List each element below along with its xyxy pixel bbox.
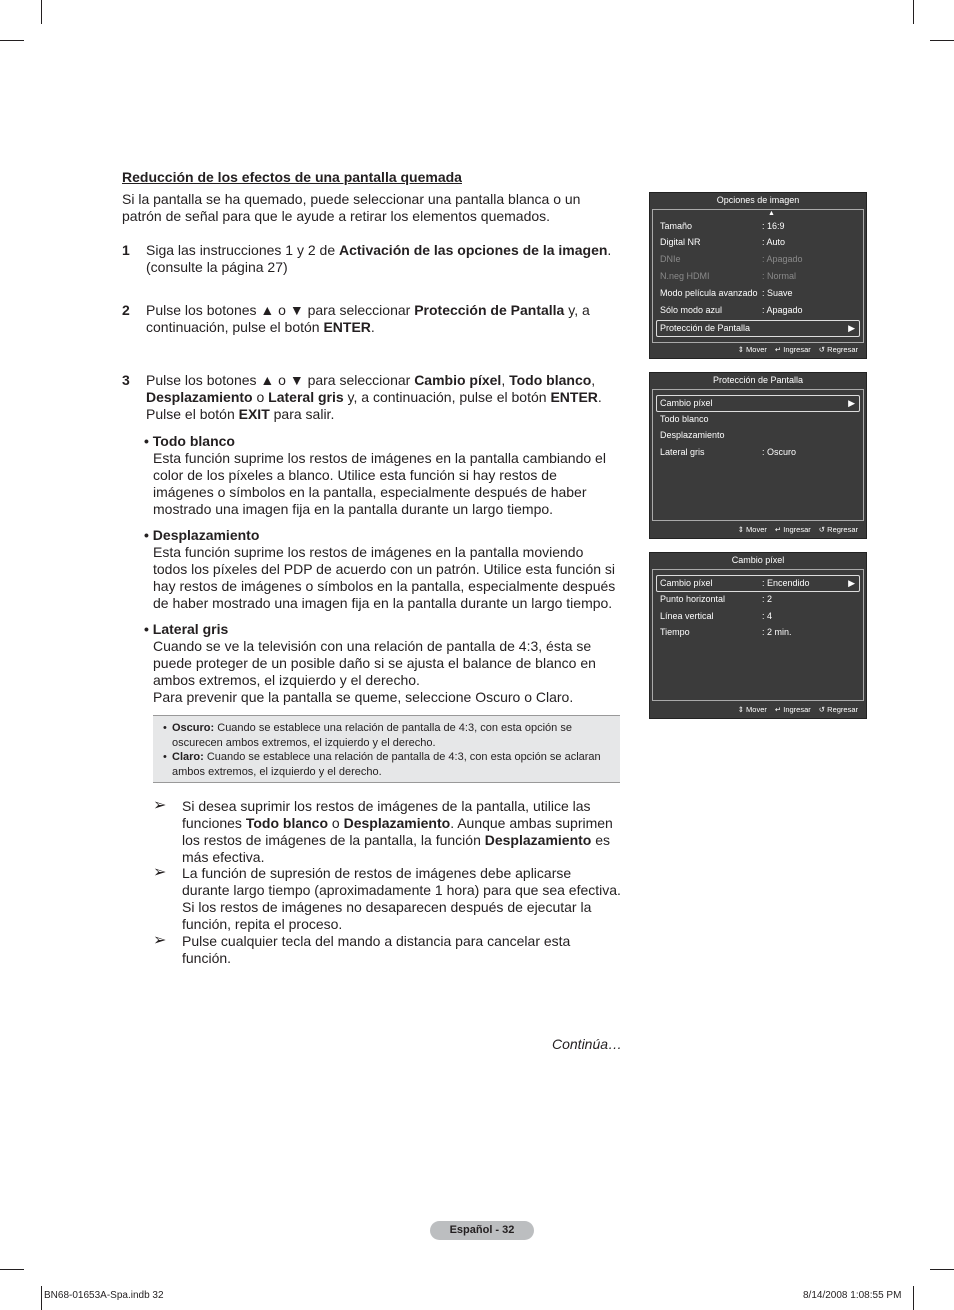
- step-3-text: Pulse los botones ▲ o ▼ para seleccionar Cambio píxel, Todo blanco, Desplazamiento o Lateral gris y, a continuación, pulse el botón ENTER. Pulse el botón EXIT para salir.: [146, 372, 602, 422]
- bullet-heading: • Todo blanco: [144, 433, 235, 449]
- enter-hint: ↵ Ingresar: [774, 525, 811, 534]
- osd-panel: [652, 209, 864, 343]
- crop-mark: [0, 40, 24, 41]
- osd-row-dnie: DNIe : Apagado: [660, 254, 803, 264]
- crop-mark: [41, 0, 42, 24]
- continued-label: Continúa…: [552, 1036, 623, 1052]
- bullet-heading: • Desplazamiento: [144, 527, 260, 543]
- note-text: Oscuro: Cuando se establece una relación de pantalla de 4:3, con esta opción se oscurecen ambos extremos, el izquierdo y el derecho.: [172, 722, 572, 749]
- tip-text: Si desea suprimir los restos de imágenes de la pantalla, utilice las funciones Todo blanco o Desplazamiento. Aunque ambas suprimen los restos de imágenes de la pantalla, la función Desplazamiento es más efectiva.: [182, 798, 613, 865]
- right-arrow-icon: ▶: [848, 578, 855, 588]
- return-hint: ↺ Regresar: [818, 525, 858, 534]
- bullet-body: Cuando se ve la televisión con una relación de pantalla de 4:3, ésta se puede proteger de un posible daño si se ajusta el balance de blanco en ambos extremos, el izquierdo y el derecho.: [153, 638, 596, 688]
- return-hint: ↺ Regresar: [818, 345, 858, 354]
- crop-mark: [913, 0, 914, 24]
- note-box: [153, 715, 620, 783]
- bullet-body: Esta función suprime los restos de imágenes en la pantalla moviendo todos los píxeles del PDP de acuerdo con un patrón. Utilice esta función si hay restos de imágenes o símbolos en la pantalla, especialmente después de haber mostrado una imagen fija en la pantalla durante un largo tiempo.: [153, 544, 616, 611]
- bullet-body: Esta función suprime los restos de imágenes en la pantalla cambiando el color de los píxeles a blanco. Utilice esta función si hay restos de imágenes o símbolos en la pantalla, especialmente después de haber mostrado una imagen fija en la pantalla durante un largo tiempo.: [153, 450, 606, 517]
- tip-text: La función de supresión de restos de imágenes debe aplicarse durante largo tiempo (aproximadamente 1 hora) para que sea efectiva. Si los restos de imágenes no desaparecen después de ejecutar la función, repita el proceso.: [182, 865, 621, 932]
- note-text: Claro: Cuando se establece una relación de pantalla de 4:3, con esta opción se aclaran ambos extremos, el izquierdo y el derecho.: [172, 751, 601, 778]
- osd-row-vertical-line[interactable]: Línea vertical : 4: [660, 611, 773, 621]
- osd-footer: [730, 344, 858, 356]
- right-arrow-icon: ▶: [848, 323, 855, 333]
- up-arrow-icon: ▲: [768, 210, 775, 217]
- osd-row-screen-protection[interactable]: Protección de Pantalla ▶: [656, 320, 860, 337]
- arrow-icon: ➢: [153, 932, 167, 949]
- crop-mark: [930, 1269, 954, 1270]
- osd-panel: [652, 569, 864, 701]
- osd-title: Opciones de imagen: [716, 195, 800, 205]
- step-number: 2: [122, 302, 130, 318]
- crop-mark: [913, 1286, 914, 1310]
- osd-row-pixel-shift[interactable]: Cambio píxel : Encendido ▶: [656, 575, 860, 592]
- osd-row-all-white[interactable]: Todo blanco: [660, 414, 709, 424]
- osd-screen-protection: [649, 372, 867, 539]
- step-2-text: Pulse los botones ▲ o ▼ para seleccionar Protección de Pantalla y, a continuación, pulse el botón ENTER.: [146, 302, 590, 335]
- print-footer-date: 8/14/2008 1:08:55 PM: [803, 1290, 902, 1301]
- osd-row-hdmi-black: N.neg HDMI : Normal: [660, 271, 797, 281]
- osd-footer: [730, 524, 858, 536]
- move-hint: ⇕ Mover: [737, 345, 767, 354]
- tip-text: Pulse cualquier tecla del mando a distancia para cancelar esta función.: [182, 933, 571, 966]
- osd-row-size[interactable]: Tamaño : 16:9: [660, 221, 785, 231]
- enter-hint: ↵ Ingresar: [774, 345, 811, 354]
- enter-hint: ↵ Ingresar: [774, 705, 811, 714]
- step-1-text: Siga las instrucciones 1 y 2 de Activación de las opciones de la imagen. (consulte la página 27): [146, 242, 612, 275]
- right-arrow-icon: ▶: [848, 398, 855, 408]
- step-number: 3: [122, 372, 130, 388]
- osd-row-digital-nr[interactable]: Digital NR : Auto: [660, 237, 786, 247]
- step-number: 1: [122, 242, 130, 258]
- crop-mark: [0, 1269, 24, 1270]
- osd-row-pixel-shift[interactable]: Cambio píxel ▶: [656, 395, 860, 412]
- page-number-badge: Español - 32: [430, 1221, 534, 1240]
- osd-row-film-mode[interactable]: Modo película avanzado : Suave: [660, 288, 793, 298]
- osd-row-scrolling[interactable]: Desplazamiento: [660, 430, 725, 440]
- note-bullet: •: [163, 722, 167, 734]
- osd-row-time[interactable]: Tiempo : 2 min.: [660, 627, 792, 637]
- note-bullet: •: [163, 751, 167, 763]
- move-hint: ⇕ Mover: [737, 705, 767, 714]
- bullet-heading: • Lateral gris: [144, 621, 229, 637]
- section-title: Reducción de los efectos de una pantalla quemada: [122, 169, 462, 185]
- arrow-icon: ➢: [153, 864, 167, 881]
- return-hint: ↺ Regresar: [818, 705, 858, 714]
- osd-row-horizontal-dot[interactable]: Punto horizontal : 2: [660, 594, 773, 604]
- print-footer-file: BN68-01653A-Spa.indb 32: [44, 1290, 164, 1301]
- osd-title: Cambio píxel: [731, 555, 785, 565]
- osd-pixel-shift: [649, 552, 867, 719]
- crop-mark: [930, 40, 954, 41]
- arrow-icon: ➢: [153, 797, 167, 814]
- crop-mark: [41, 1286, 42, 1310]
- move-hint: ⇕ Mover: [737, 525, 767, 534]
- osd-panel: [652, 389, 864, 521]
- bullet-body: Para prevenir que la pantalla se queme, seleccione Oscuro o Claro.: [153, 689, 574, 705]
- intro-text: Si la pantalla se ha quemado, puede seleccionar una pantalla blanca o un patrón de señal para que le ayude a retirar los elementos quemados.: [122, 191, 581, 224]
- osd-row-blue-only[interactable]: Sólo modo azul : Apagado: [660, 305, 803, 315]
- osd-footer: [730, 704, 858, 716]
- osd-picture-options: [649, 192, 867, 359]
- osd-title: Protección de Pantalla: [712, 375, 804, 385]
- osd-row-side-gray[interactable]: Lateral gris : Oscuro: [660, 447, 797, 457]
